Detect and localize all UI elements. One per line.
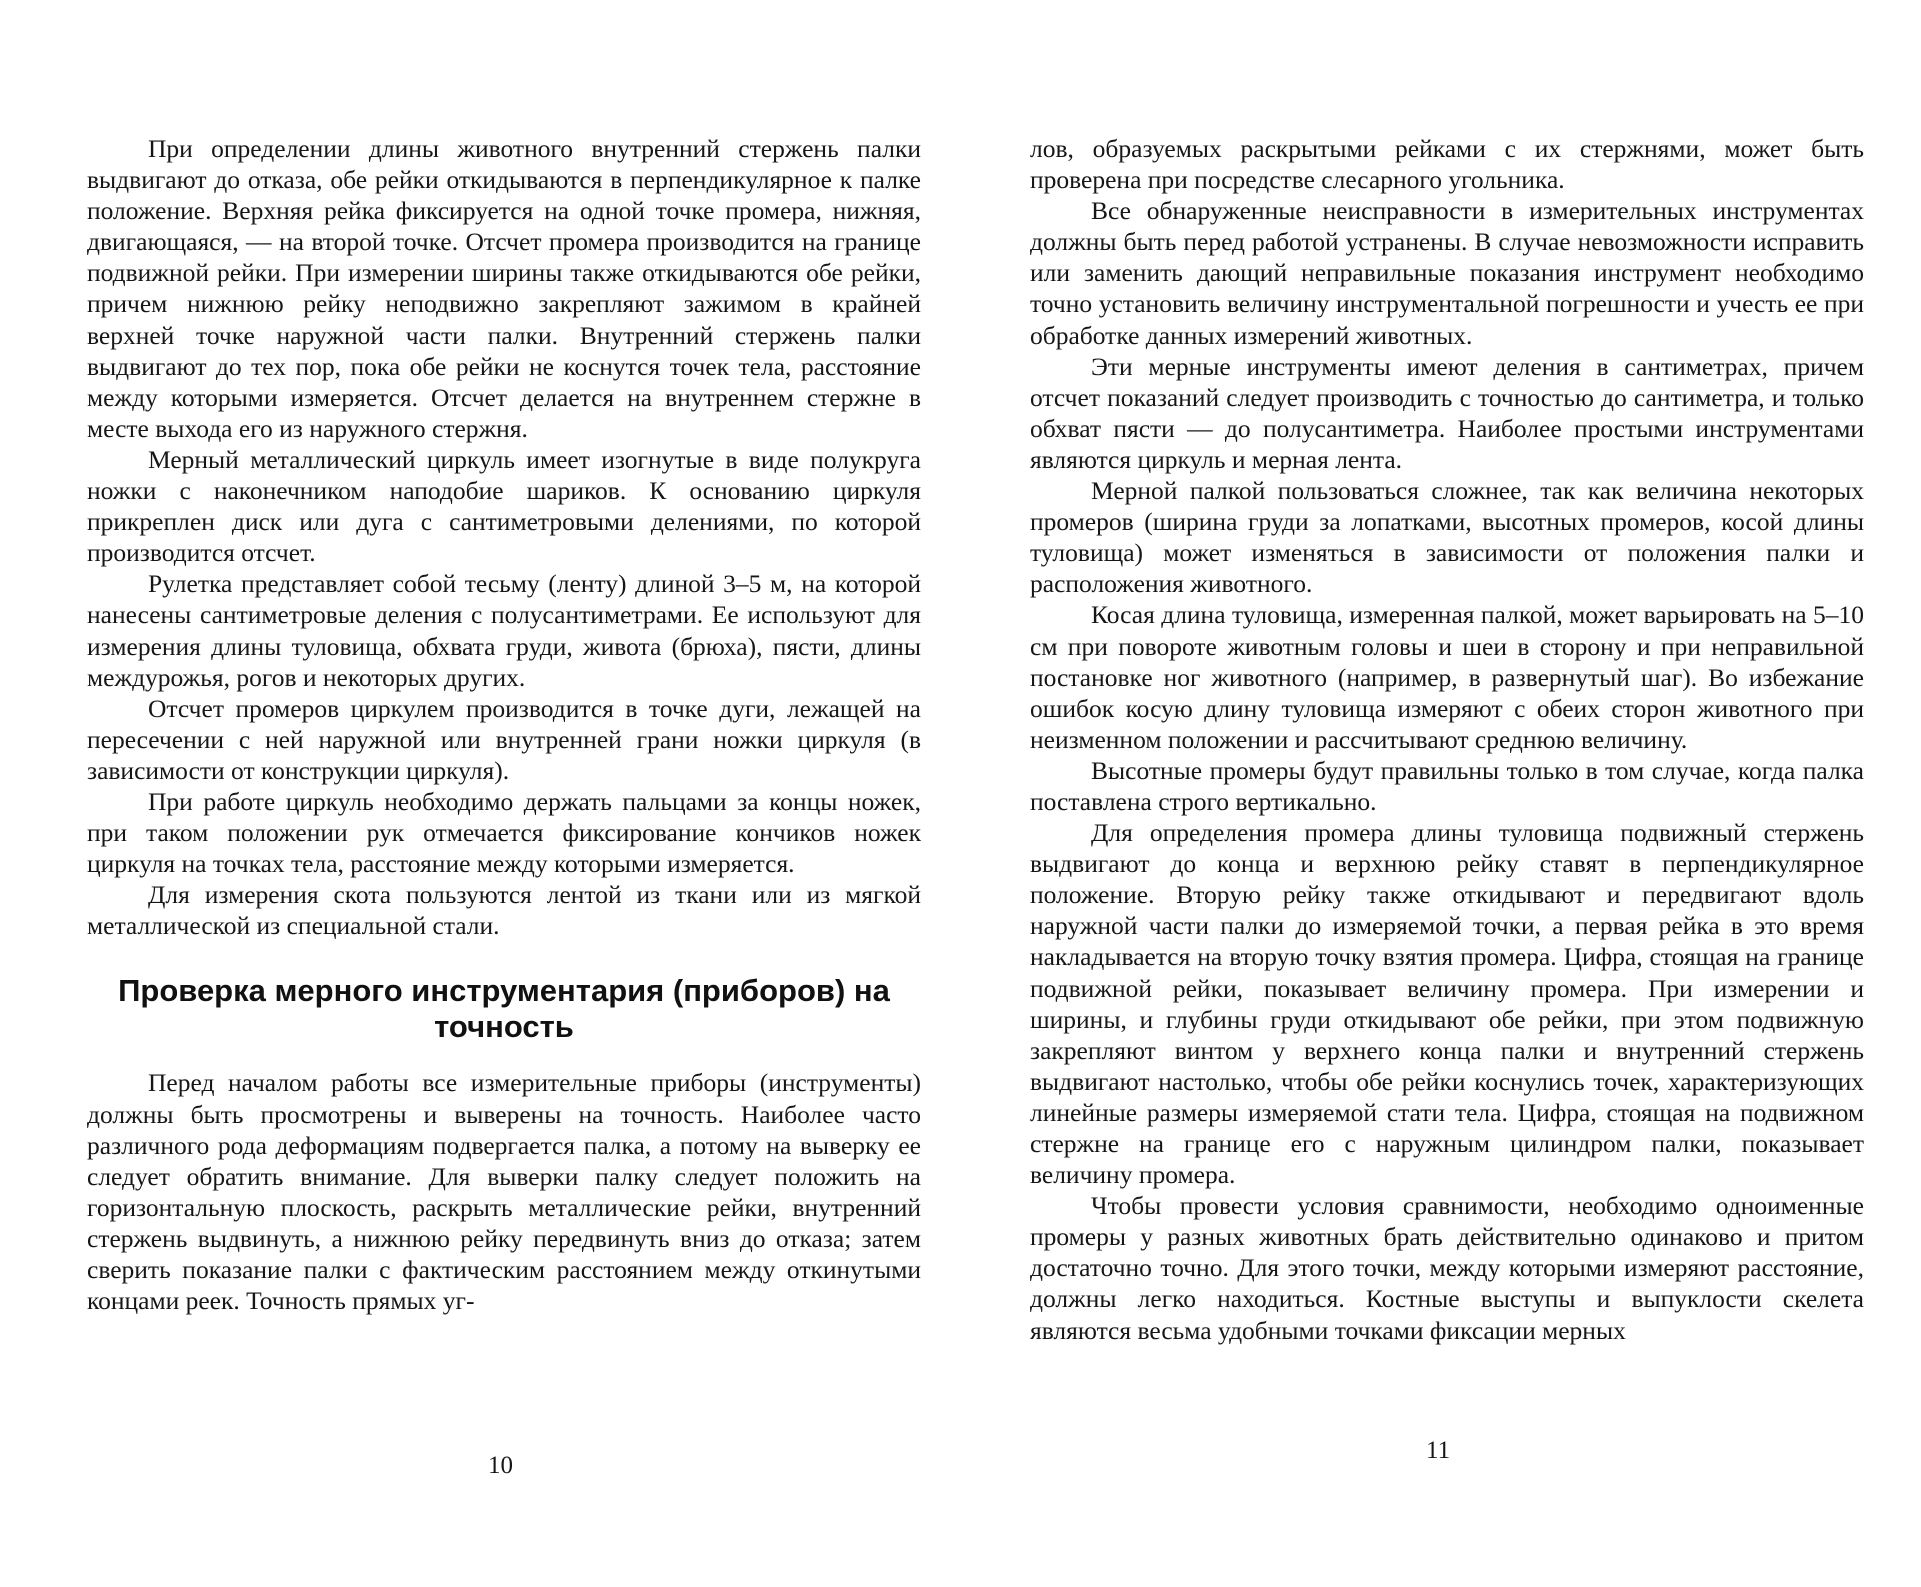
- paragraph: Косая длина туловища, измеренная палкой, может варьировать на 5–10 см при повороте животным головы и шеи в сторону и при неправильной постановке ног животного (например, в развернутый шаг). Во избежание ошибок косую длину туловища измеряют с обеих сторон животного при неизменном положении и рассчитывают среднюю величину.: [1030, 600, 1864, 754]
- paragraph: При определении длины животного внутренний стержень палки выдвигают до отказа, обе рейки откидываются в перпендикулярное к палке положение. Верхняя рейка фиксируется на одной точке промера, нижняя, двигающаяся, — на второй точке. Отсчет промера производится на границе подвижной рейки. При измерении ширины также откидываются обе рейки, причем нижнюю рейку неподвижно закрепляют зажимом в крайней верхней точке наружной части палки. Внутренний стержень палки выдвигают до тех пор, пока обе рейки не коснутся точек тела, расстояние между которыми измеряется. Отсчет делается на внутреннем стержне в месте выхода его из наружного стержня.: [87, 134, 921, 443]
- paragraph: Для измерения скота пользуются лентой из ткани или из мягкой металлической из специальной стали.: [87, 880, 921, 941]
- paragraph: Мерный металлический циркуль имеет изогнутые в виде полукруга ножки с наконечником наподобие шариков. К основанию циркуля прикреплен диск или дуга с сантиметровыми делениями, по которой производится отсчет.: [87, 444, 921, 568]
- paragraph: Для определения промера длины туловища подвижный стержень выдвигают до конца и верхнюю рейку ставят в перпендикулярное положение. Вторую рейку также откидывают и передвигают вдоль наружной части палки до измеряемой точки, а первая рейка в это время накладывается на вторую точку взятия промера. Цифра, стоящая на границе подвижной рейки, показывает величину промера. При измерении и ширины, и глубины груди откидывают обе рейки, при этом подвижную закрепляют винтом у верхнего конца палки и внутренний стержень выдвигают настолько, чтобы обе рейки коснулись точек, характеризующих линейные размеры измеряемой стати тела. Цифра, стоящая на подвижном стержне на границе его с наружным цилиндром палки, показывает величину промера.: [1030, 818, 1864, 1190]
- paragraph: Высотные промеры будут правильны только в том случае, когда палка поставлена строго вертикально.: [1030, 755, 1864, 816]
- page-number-right: 11: [1426, 1437, 1451, 1464]
- paragraph: Все обнаруженные неисправности в измерительных инструментах должны быть перед работой устранены. В случае невозможности исправить или заменить дающий неправильные показания инструмент необходимо точно установить величину инструментальной погрешности и учесть ее при обработке данных измерений животных.: [1030, 196, 1864, 350]
- paragraph: Мерной палкой пользоваться сложнее, так как величина некоторых промеров (ширина груди за лопатками, высотных промеров, косой длины туловища) может изменяться в зависимости от положения палки и расположения животного.: [1030, 476, 1864, 599]
- paragraph: Эти мерные инструменты имеют деления в сантиметрах, причем отсчет показаний следует производить с точностью до сантиметра, и только обхват пясти — до полусантиметра. Наиболее простыми инструментами являются циркуль и мерная лента.: [1030, 351, 1864, 474]
- paragraph: Чтобы провести условия сравнимости, необходимо одноименные промеры у разных животных брать действительно одинаково и притом достаточно точно. Для этого точки, между которыми измеряют расстояние, должны легко находиться. Костные выступы и выпуклости скелета являются весьма удобными точками фиксации мерных: [1030, 1191, 1864, 1345]
- paragraph: Отсчет промеров циркулем производится в точке дуги, лежащей на пересечении с ней наружной или внутренней грани ножки циркуля (в зависимости от конструкции циркуля).: [87, 693, 921, 785]
- right-page: [960, 0, 1921, 1587]
- paragraph: Перед началом работы все измерительные приборы (инструменты) должны быть просмотрены и выверены на точность. Наиболее часто различного рода деформациям подвергается палка, а потому на выверку ее следует обратить внимание. Для выверки палку следует положить на горизонтальную плоскость, раскрыть металлические рейки, внутренний стержень выдвинуть, а нижнюю рейку передвинуть вниз до отказа; затем сверить показание палки с фактическим расстоянием между откинутыми концами реек. Точность прямых уг-: [87, 1068, 921, 1316]
- paragraph: Рулетка представляет собой тесьму (ленту) длиной 3–5 м, на которой нанесены сантиметровые деления с полусантиметрами. Ее используют для измерения длины туловища, обхвата груди, живота (брюха), пясти, длины междурожья, рогов и некоторых других.: [87, 569, 921, 692]
- paragraph: При работе циркуль необходимо держать пальцами за концы ножек, при таком положении рук отмечается фиксирование кончиков ножек циркуля на точках тела, расстояние между которыми измеряется.: [87, 786, 921, 879]
- left-page-body: [87, 133, 921, 1316]
- right-page-body: [1030, 133, 1864, 1346]
- paragraph-continuation: лов, образуемых раскрытыми рейками с их стержнями, может быть проверена при посредстве слесарного угольника.: [1030, 134, 1864, 195]
- section-heading: Проверка мерного инструментария (приборов) на точность: [118, 973, 890, 1045]
- page-number-left: 10: [488, 1452, 513, 1479]
- left-page: [0, 0, 960, 1587]
